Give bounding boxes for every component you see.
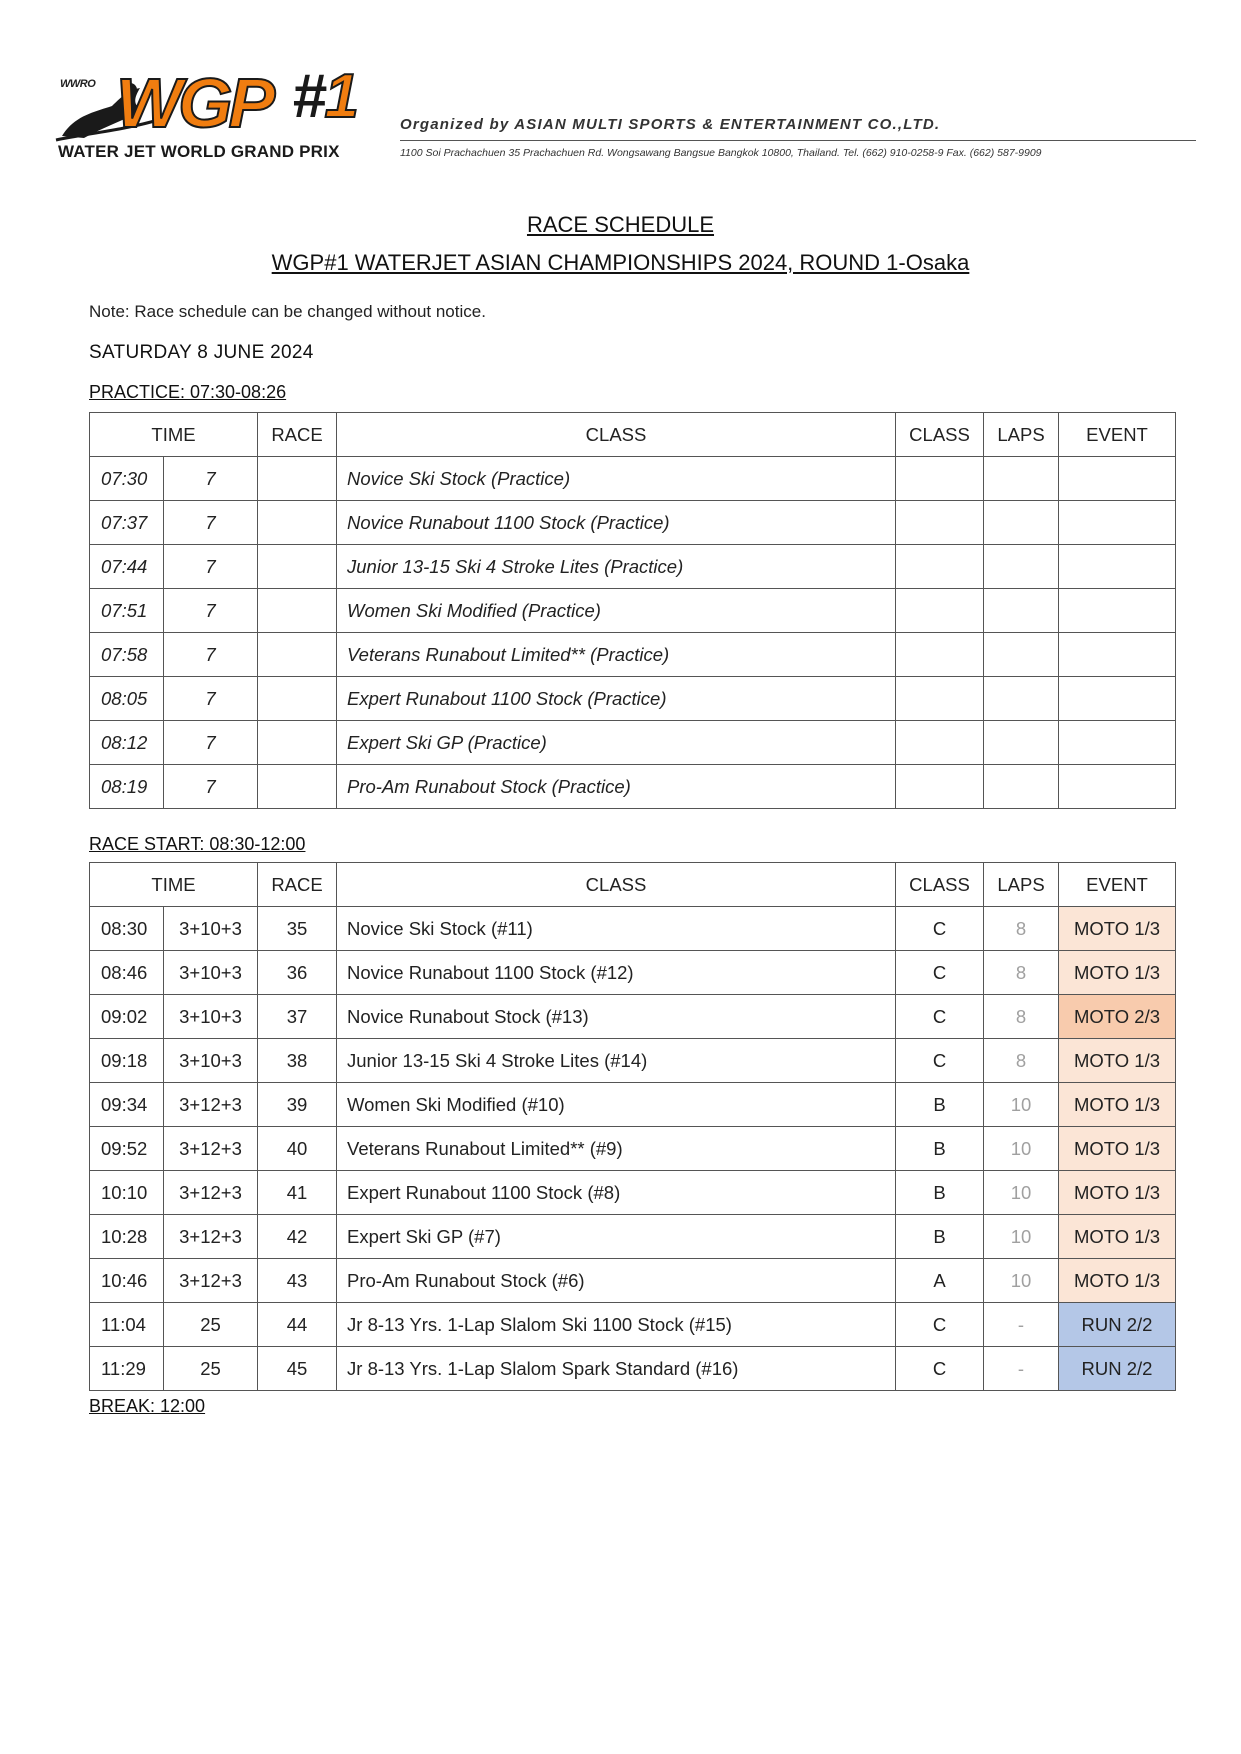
cell-class: Expert Runabout 1100 Stock (Practice) bbox=[337, 677, 896, 721]
header-divider bbox=[400, 140, 1196, 141]
cell-time: 10:10 bbox=[90, 1171, 164, 1215]
cell-class-code: C bbox=[896, 907, 984, 951]
cell-event bbox=[1059, 589, 1176, 633]
cell-class-code: B bbox=[896, 1083, 984, 1127]
cell-time: 07:44 bbox=[90, 545, 164, 589]
cell-duration: 3+10+3 bbox=[164, 1039, 258, 1083]
cell-class: Pro-Am Runabout Stock (#6) bbox=[337, 1259, 896, 1303]
cell-class: Women Ski Modified (Practice) bbox=[337, 589, 896, 633]
cell-time: 11:29 bbox=[90, 1347, 164, 1391]
cell-class: Novice Runabout Stock (#13) bbox=[337, 995, 896, 1039]
cell-duration: 7 bbox=[164, 721, 258, 765]
cell-duration: 7 bbox=[164, 633, 258, 677]
cell-duration: 3+12+3 bbox=[164, 1259, 258, 1303]
cell-class-code bbox=[896, 633, 984, 677]
practice-header-row bbox=[90, 413, 1176, 457]
practice-table bbox=[89, 412, 1176, 809]
table-row bbox=[90, 951, 1176, 995]
table-row bbox=[90, 1171, 1176, 1215]
cell-duration: 3+12+3 bbox=[164, 1127, 258, 1171]
cell-time: 09:52 bbox=[90, 1127, 164, 1171]
cell-class: Jr 8-13 Yrs. 1-Lap Slalom Spark Standard (#16) bbox=[337, 1347, 896, 1391]
cell-class: Novice Ski Stock (Practice) bbox=[337, 457, 896, 501]
cell-event bbox=[1059, 457, 1176, 501]
cell-laps bbox=[984, 545, 1059, 589]
table-row bbox=[90, 995, 1176, 1039]
cell-laps: 8 bbox=[984, 995, 1059, 1039]
cell-class-code: B bbox=[896, 1215, 984, 1259]
wgp-logo bbox=[54, 62, 380, 168]
cell-race: 43 bbox=[258, 1259, 337, 1303]
column-header-laps: LAPS bbox=[984, 863, 1059, 907]
table-row bbox=[90, 1215, 1176, 1259]
cell-race: 42 bbox=[258, 1215, 337, 1259]
table-row bbox=[90, 545, 1176, 589]
cell-race bbox=[258, 677, 337, 721]
cell-time: 09:02 bbox=[90, 995, 164, 1039]
cell-time: 10:28 bbox=[90, 1215, 164, 1259]
cell-race: 37 bbox=[258, 995, 337, 1039]
cell-class: Expert Ski GP (#7) bbox=[337, 1215, 896, 1259]
column-header-class-code: CLASS bbox=[896, 413, 984, 457]
race-table bbox=[89, 862, 1176, 1391]
cell-laps: 8 bbox=[984, 907, 1059, 951]
column-header-race: RACE bbox=[258, 863, 337, 907]
table-row bbox=[90, 589, 1176, 633]
cell-duration: 7 bbox=[164, 457, 258, 501]
logo-wgp-text: WGP bbox=[116, 64, 272, 142]
cell-class-code: C bbox=[896, 995, 984, 1039]
cell-laps: 10 bbox=[984, 1171, 1059, 1215]
table-row bbox=[90, 677, 1176, 721]
table-row bbox=[90, 501, 1176, 545]
cell-class: Pro-Am Runabout Stock (Practice) bbox=[337, 765, 896, 809]
cell-time: 10:46 bbox=[90, 1259, 164, 1303]
cell-laps: 10 bbox=[984, 1127, 1059, 1171]
table-row bbox=[90, 1347, 1176, 1391]
cell-duration: 3+12+3 bbox=[164, 1083, 258, 1127]
cell-race bbox=[258, 457, 337, 501]
table-row bbox=[90, 1127, 1176, 1171]
cell-duration: 7 bbox=[164, 545, 258, 589]
cell-event: RUN 2/2 bbox=[1059, 1347, 1176, 1391]
cell-laps: 10 bbox=[984, 1083, 1059, 1127]
cell-duration: 7 bbox=[164, 589, 258, 633]
cell-event: MOTO 1/3 bbox=[1059, 1215, 1176, 1259]
cell-class: Novice Ski Stock (#11) bbox=[337, 907, 896, 951]
column-header-event: EVENT bbox=[1059, 863, 1176, 907]
cell-laps bbox=[984, 457, 1059, 501]
cell-time: 11:04 bbox=[90, 1303, 164, 1347]
cell-race: 41 bbox=[258, 1171, 337, 1215]
cell-duration: 7 bbox=[164, 501, 258, 545]
cell-class-code: C bbox=[896, 951, 984, 995]
cell-event: MOTO 1/3 bbox=[1059, 1171, 1176, 1215]
cell-class-code: C bbox=[896, 1347, 984, 1391]
cell-duration: 25 bbox=[164, 1347, 258, 1391]
page-title: RACE SCHEDULE bbox=[526, 212, 715, 237]
table-row bbox=[90, 1039, 1176, 1083]
cell-event: RUN 2/2 bbox=[1059, 1303, 1176, 1347]
cell-event: MOTO 1/3 bbox=[1059, 1039, 1176, 1083]
cell-race bbox=[258, 589, 337, 633]
cell-time: 09:18 bbox=[90, 1039, 164, 1083]
cell-event: MOTO 1/3 bbox=[1059, 1259, 1176, 1303]
cell-race: 39 bbox=[258, 1083, 337, 1127]
cell-class-code: C bbox=[896, 1039, 984, 1083]
cell-race bbox=[258, 765, 337, 809]
cell-class-code: A bbox=[896, 1259, 984, 1303]
cell-class-code: B bbox=[896, 1127, 984, 1171]
race-rows bbox=[90, 907, 1176, 1391]
cell-event bbox=[1059, 545, 1176, 589]
table-row bbox=[90, 765, 1176, 809]
logo-one: 1 bbox=[324, 62, 357, 131]
cell-event: MOTO 2/3 bbox=[1059, 995, 1176, 1039]
table-row bbox=[90, 721, 1176, 765]
cell-class-code bbox=[896, 677, 984, 721]
cell-duration: 7 bbox=[164, 677, 258, 721]
column-header-laps: LAPS bbox=[984, 413, 1059, 457]
cell-class: Expert Runabout 1100 Stock (#8) bbox=[337, 1171, 896, 1215]
cell-time: 07:30 bbox=[90, 457, 164, 501]
race-start-heading: RACE START: 08:30-12:00 bbox=[89, 834, 306, 854]
cell-race bbox=[258, 633, 337, 677]
cell-race: 45 bbox=[258, 1347, 337, 1391]
schedule-note: Note: Race schedule can be changed without notice. bbox=[89, 302, 486, 321]
cell-race bbox=[258, 545, 337, 589]
cell-race: 44 bbox=[258, 1303, 337, 1347]
cell-class-code: C bbox=[896, 1303, 984, 1347]
cell-laps bbox=[984, 721, 1059, 765]
cell-class-code bbox=[896, 765, 984, 809]
cell-laps: 8 bbox=[984, 951, 1059, 995]
cell-class: Junior 13-15 Ski 4 Stroke Lites (Practice) bbox=[337, 545, 896, 589]
table-row bbox=[90, 457, 1176, 501]
cell-class: Veterans Runabout Limited** (Practice) bbox=[337, 633, 896, 677]
logo-number bbox=[292, 62, 357, 131]
cell-class-code bbox=[896, 589, 984, 633]
organizer-address: 1100 Soi Prachachuen 35 Prachachuen Rd. Wongsawang Bangsue Bangkok 10800, Thailand. Tel. (662) 910-0258-9 Fax. (662) 587-9909 bbox=[400, 147, 1042, 159]
cell-duration: 3+12+3 bbox=[164, 1215, 258, 1259]
column-header-class: CLASS bbox=[337, 413, 896, 457]
cell-event bbox=[1059, 633, 1176, 677]
schedule-day: SATURDAY 8 JUNE 2024 bbox=[89, 342, 314, 363]
cell-duration: 25 bbox=[164, 1303, 258, 1347]
column-header-class-code: CLASS bbox=[896, 863, 984, 907]
cell-laps: - bbox=[984, 1347, 1059, 1391]
table-row bbox=[90, 633, 1176, 677]
race-header-row bbox=[90, 863, 1176, 907]
cell-race: 36 bbox=[258, 951, 337, 995]
cell-class: Expert Ski GP (Practice) bbox=[337, 721, 896, 765]
cell-class: Veterans Runabout Limited** (#9) bbox=[337, 1127, 896, 1171]
column-header-class: CLASS bbox=[337, 863, 896, 907]
practice-rows bbox=[90, 457, 1176, 809]
cell-event bbox=[1059, 721, 1176, 765]
table-row bbox=[90, 1083, 1176, 1127]
table-row bbox=[90, 907, 1176, 951]
cell-duration: 3+10+3 bbox=[164, 907, 258, 951]
cell-class-code bbox=[896, 721, 984, 765]
column-header-time: TIME bbox=[90, 413, 258, 457]
logo-hash: # bbox=[292, 62, 325, 131]
break-heading: BREAK: 12:00 bbox=[89, 1396, 206, 1416]
cell-laps bbox=[984, 633, 1059, 677]
cell-event: MOTO 1/3 bbox=[1059, 1083, 1176, 1127]
cell-class: Novice Runabout 1100 Stock (#12) bbox=[337, 951, 896, 995]
cell-laps bbox=[984, 765, 1059, 809]
cell-laps bbox=[984, 501, 1059, 545]
cell-duration: 3+12+3 bbox=[164, 1171, 258, 1215]
practice-heading: PRACTICE: 07:30-08:26 bbox=[89, 382, 287, 402]
cell-duration: 7 bbox=[164, 765, 258, 809]
cell-time: 08:19 bbox=[90, 765, 164, 809]
cell-time: 08:05 bbox=[90, 677, 164, 721]
cell-event: MOTO 1/3 bbox=[1059, 907, 1176, 951]
cell-laps: - bbox=[984, 1303, 1059, 1347]
cell-race bbox=[258, 721, 337, 765]
logo-wwro-mark: WWRO bbox=[60, 78, 96, 90]
column-header-race: RACE bbox=[258, 413, 337, 457]
cell-class-code bbox=[896, 457, 984, 501]
cell-laps bbox=[984, 589, 1059, 633]
logo-tagline: WATER JET WORLD GRAND PRIX bbox=[58, 142, 340, 161]
organizer-line: Organized by ASIAN MULTI SPORTS & ENTERTAINMENT CO.,LTD. bbox=[400, 116, 941, 133]
cell-race: 38 bbox=[258, 1039, 337, 1083]
column-header-time: TIME bbox=[90, 863, 258, 907]
cell-event bbox=[1059, 677, 1176, 721]
cell-time: 08:46 bbox=[90, 951, 164, 995]
cell-duration: 3+10+3 bbox=[164, 995, 258, 1039]
cell-laps: 8 bbox=[984, 1039, 1059, 1083]
cell-class-code bbox=[896, 501, 984, 545]
table-row bbox=[90, 1259, 1176, 1303]
table-row bbox=[90, 1303, 1176, 1347]
cell-time: 08:12 bbox=[90, 721, 164, 765]
cell-laps: 10 bbox=[984, 1215, 1059, 1259]
cell-laps: 10 bbox=[984, 1259, 1059, 1303]
cell-time: 07:51 bbox=[90, 589, 164, 633]
cell-class-code: B bbox=[896, 1171, 984, 1215]
column-header-event: EVENT bbox=[1059, 413, 1176, 457]
cell-event bbox=[1059, 765, 1176, 809]
cell-race: 35 bbox=[258, 907, 337, 951]
cell-class: Junior 13-15 Ski 4 Stroke Lites (#14) bbox=[337, 1039, 896, 1083]
cell-time: 07:58 bbox=[90, 633, 164, 677]
cell-time: 08:30 bbox=[90, 907, 164, 951]
cell-class: Jr 8-13 Yrs. 1-Lap Slalom Ski 1100 Stock (#15) bbox=[337, 1303, 896, 1347]
cell-duration: 3+10+3 bbox=[164, 951, 258, 995]
cell-class: Women Ski Modified (#10) bbox=[337, 1083, 896, 1127]
cell-laps bbox=[984, 677, 1059, 721]
cell-class-code bbox=[896, 545, 984, 589]
cell-race bbox=[258, 501, 337, 545]
cell-event: MOTO 1/3 bbox=[1059, 951, 1176, 995]
cell-event: MOTO 1/3 bbox=[1059, 1127, 1176, 1171]
page-subtitle: WGP#1 WATERJET ASIAN CHAMPIONSHIPS 2024, ROUND 1-Osaka bbox=[271, 250, 970, 275]
cell-class: Novice Runabout 1100 Stock (Practice) bbox=[337, 501, 896, 545]
cell-race: 40 bbox=[258, 1127, 337, 1171]
cell-event bbox=[1059, 501, 1176, 545]
cell-time: 09:34 bbox=[90, 1083, 164, 1127]
cell-time: 07:37 bbox=[90, 501, 164, 545]
